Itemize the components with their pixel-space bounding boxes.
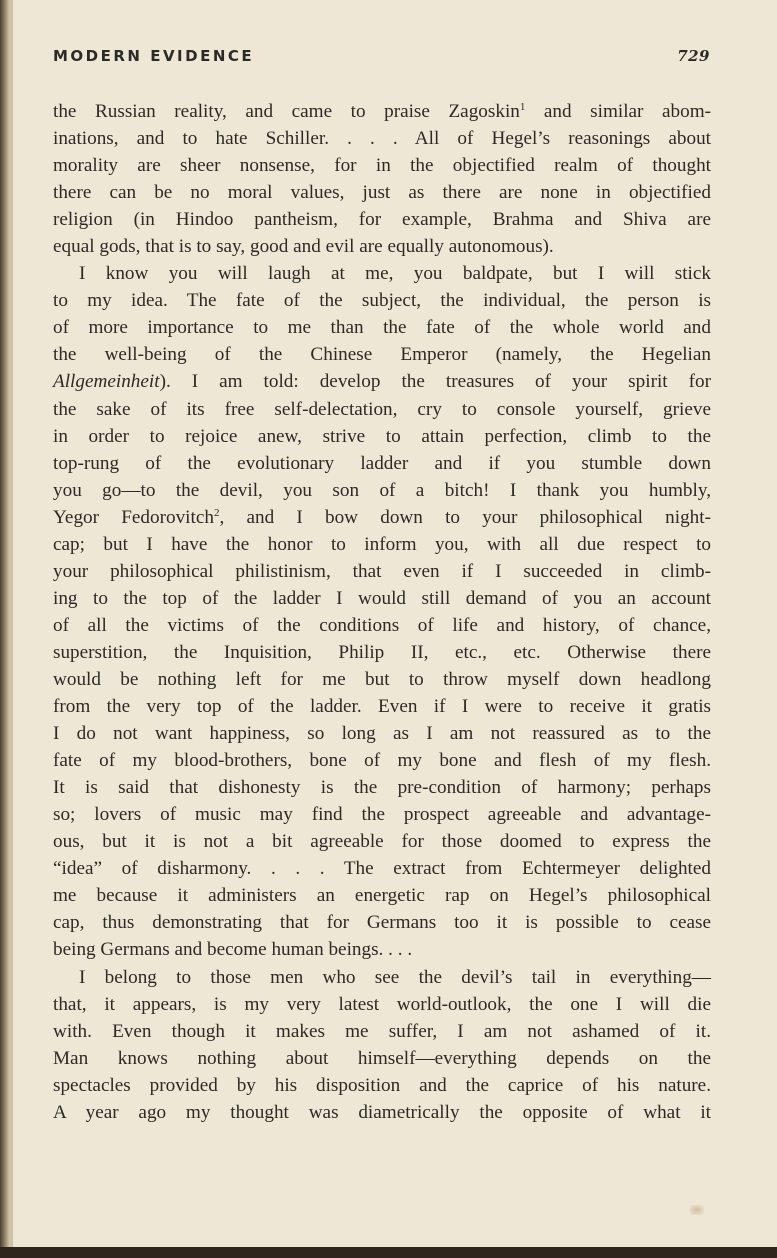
paragraph-1 — [53, 98, 711, 260]
text-line: of more importance to me than the fate of the whole world and — [53, 317, 711, 339]
text-line: the Russian reality, and came to praise Zagoskin$^1$ and similar abom- — [53, 101, 712, 122]
text-line: morality are sheer nonsense, for in the objectified realm of thought — [53, 155, 711, 177]
text-line: I know you will laugh at me, you baldpate, but I will stick — [79, 263, 711, 285]
text-line: “idea” of disharmony. . . . The extract from Echtermeyer delighted — [53, 858, 711, 880]
text-line: inations, and to hate Schiller. . . . All of Hegel’s reasonings about — [53, 128, 711, 150]
text-line: Allgemeinheit). I am told: develop the treasures of your spirit for — [53, 371, 711, 393]
paper-stain — [690, 1205, 704, 1215]
text-line: I belong to those men who see the devil’s tail in everything— — [79, 966, 711, 988]
text-line: of all the victims of the conditions of life and history, of chance, — [53, 614, 711, 636]
text-line: being Germans and become human beings. . . . — [53, 939, 413, 961]
text-line: in order to rejoice anew, strive to attain perfection, climb to the — [53, 425, 711, 447]
text-line: with. Even though it makes me suffer, I am not ashamed of it. — [53, 1020, 711, 1042]
paragraph-2 — [53, 260, 711, 963]
running-head — [53, 47, 710, 71]
text-line: I do not want happiness, so long as I am not reassured as to the — [53, 723, 711, 745]
text-line: spectacles provided by his disposition and the caprice of his nature. — [53, 1074, 711, 1096]
text-line: you go—to the devil, you son of a bitch! I thank you humbly, — [53, 479, 711, 501]
text-line: A year ago my thought was diametrically the opposite of what it — [53, 1101, 711, 1123]
text-line: there can be no moral values, just as there are none in objectified — [53, 182, 711, 204]
running-head-title: MODERN EVIDENCE — [53, 47, 255, 65]
text-line: It is said that dishonesty is the pre-condition of harmony; perhaps — [53, 777, 711, 799]
text-line: your philosophical philistinism, that even if I succeeded in climb- — [53, 560, 711, 582]
text-line: to my idea. The fate of the subject, the individual, the person is — [53, 290, 711, 312]
text-line: the well-being of the Chinese Emperor (namely, the Hegelian — [53, 344, 711, 366]
text-line: cap; but I have the honor to inform you, with all due respect to — [53, 533, 711, 555]
body-text — [53, 98, 711, 1126]
text-line: the sake of its free self-delectation, cry to console yourself, grieve — [53, 398, 711, 420]
text-line: cap, thus demonstrating that for Germans too it is possible to cease — [53, 912, 711, 934]
text-line: so; lovers of music may find the prospect agreeable and advantage- — [53, 804, 711, 826]
text-line: me because it administers an energetic rap on Hegel’s philosophical — [53, 885, 711, 907]
text-line: superstition, the Inquisition, Philip II, etc., etc. Otherwise there — [53, 641, 711, 663]
text-line: religion (in Hindoo pantheism, for example, Brahma and Shiva are — [53, 209, 711, 231]
text-line: ing to the top of the ladder I would still demand of you an account — [53, 587, 711, 609]
text-line: top-rung of the evolutionary ladder and if you stumble down — [53, 452, 711, 474]
text-line: fate of my blood-brothers, bone of my bone and flesh of my flesh. — [53, 750, 711, 772]
page-bottom-edge — [0, 1247, 777, 1258]
text-line: Man knows nothing about himself—everything depends on the — [53, 1047, 711, 1069]
text-line: from the very top of the ladder. Even if I were to receive it gratis — [53, 696, 711, 718]
page-number: 729 — [677, 47, 710, 65]
text-line: Yegor Fedorovitch$^2$, and I bow down to your philosophical night- — [53, 506, 711, 528]
text-line: ous, but it is not a bit agreeable for those doomed to express the — [53, 831, 711, 853]
text-line: equal gods, that is to say, good and evil are equally autonomous). — [53, 236, 554, 258]
paragraph-3 — [53, 964, 711, 1126]
text-line: that, it appears, is my very latest world-outlook, the one I will die — [53, 993, 711, 1015]
text-line: would be nothing left for me but to throw myself down headlong — [53, 668, 711, 690]
book-spine-shadow — [0, 0, 10, 1258]
